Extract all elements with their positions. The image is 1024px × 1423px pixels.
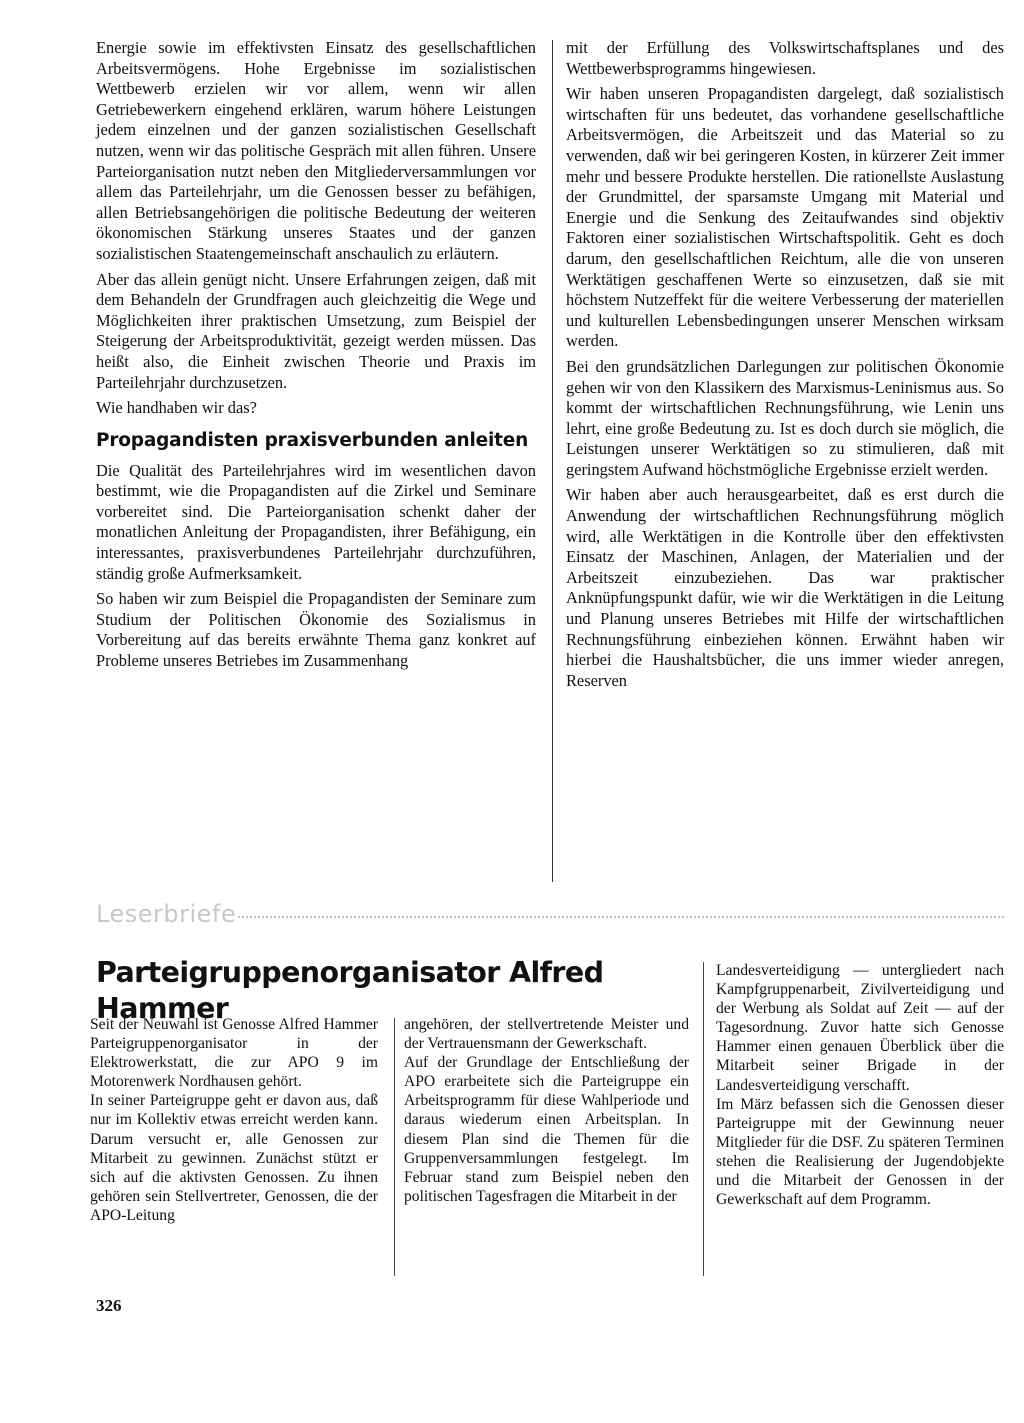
paragraph: In seiner Parteigruppe geht er davon aus, daß nur im Kollektiv etwas erreicht werden kann. Darum versucht er, alle Genossen zur Mitarbeit zu gewinnen. Zunächst stützt er sich auf die aktivsten Genossen. Zu ihnen gehören sein Stellvertreter, Genossen, die der APO-Leitung	[90, 1092, 378, 1224]
main-article-right-column	[566, 38, 1004, 696]
paragraph: So haben wir zum Beispiel die Propagandisten der Seminare zum Studium der Politischen Ökonomie des Sozialismus in Vorbereitung auf das bereits erwähnte Thema ganz konkret auf Probleme unseres Betriebes im Zusammenhang	[96, 589, 536, 671]
article-title: Parteigruppenorganisator Alfred Hammer	[96, 956, 604, 1025]
paragraph: Im März befassen sich die Genossen dieser Parteigruppe mit der Gewinnung neuer Mitglieder für die DSF. Zu späteren Terminen stehen die Realisierung der Jugendobjekte und die Mitarbeit der Genossen in der Gewerkschaft auf dem Programm.	[716, 1095, 1004, 1209]
paragraph: angehören, der stellvertretende Meister und der Vertrauensmann der Gewerkschaft.	[404, 1016, 689, 1053]
section-label: Leserbriefe	[96, 900, 237, 928]
subheading: Propagandisten praxisverbunden anleiten	[96, 429, 529, 451]
paragraph: Wie handhaben wir das?	[96, 398, 257, 418]
article-column-1	[90, 1015, 378, 1225]
paragraph: Die Qualität des Parteilehrjahres wird im wesentlichen davon bestimmt, wie die Propagandisten auf die Zirkel und Seminare vorbereitet sind. Die Parteiorganisation schenkt daher der monatlichen Anleitung der Propagandisten, ihrer Befähigung, ein interessantes, praxisverbundenes Parteilehrjahr durchzuführen, ständig große Aufmerksamkeit.	[96, 460, 536, 583]
column-divider	[703, 962, 704, 1276]
paragraph: mit der Erfüllung des Volkswirtschaftsplanes und des Wettbewerbsprogramms hingewiesen.	[566, 38, 1004, 78]
column-divider	[394, 1018, 395, 1276]
page-number: 326	[96, 1296, 122, 1315]
paragraph: Wir haben unseren Propagandisten dargelegt, daß sozialistisch wirtschaften für uns bedeutet, das vorhandene gesellschaftliche Arbeitsvermögen, die Arbeitszeit und das Material so zu verwenden, daß wir bei geringeren Kosten, in kürzerer Zeit immer mehr und bessere Produkte herstellen. Die rationellste Auslastung der Grundmittel, der sparsamste Umgang mit Material und Energie und die Senkung des Zeitaufwandes sind objektiv Faktoren einer sozialistischen Wirtschaftspolitik. Geht es doch darum, den gesellschaftlichen Reichtum, alle die von unseren Werktätigen geschaffenen Werte so einzusetzen, daß sie mit höchstem Nutzeffekt für die weitere Verbesserung der materiellen und kulturellen Lebensbedingungen unserer Menschen wirksam werden.	[566, 84, 1004, 351]
paragraph: Bei den grundsätzlichen Darlegungen zur politischen Ökonomie gehen wir von den Klassikern des Marxismus-Leninismus aus. So kommt der wirtschaftlichen Rechnungsführung, wie Lenin uns lehrt, eine große Bedeutung zu. Ist es doch durch sie möglich, die Leistungen unserer Werktätigen so zu stimulieren, daß mit geringstem Aufwand höchstmögliche Ergebnisse erzielt werden.	[566, 356, 1004, 479]
paragraph: Energie sowie im effektivsten Einsatz des gesellschaftlichen Arbeitsvermögens. Hohe Ergebnisse im sozialistischen Wettbewerb erzielen wir vor allem, wenn wir allen Getriebewerkern eingehend erklären, warum höhere Leistungen jedem einzelnen und der ganzen sozialistischen Gesellschaft nutzen, wenn wir das politische Gespräch mit allen führen. Unsere Parteiorganisation nutzt neben den Mitgliederversammlungen vor allem das Parteilehrjahr, um die Genossen besser zu befähigen, allen Betriebsangehörigen die politische Bedeutung der weiteren ökonomischen Stärkung unseres Staates und der ganzen sozialistischen Staatengemeinschaft anschaulich zu erläutern.	[96, 38, 536, 263]
paragraph: Auf der Grundlage der Entschließung der APO erarbeitete sich die Parteigruppe ein Arbeitsprogramm für diese Wahlperiode und daraus wiederum einen Arbeitsplan. In diesem Plan sind die Themen für die Gruppenversammlungen festgelegt. Im Februar stand zum Beispiel neben den politischen Tagesfragen die Mitarbeit in der	[404, 1054, 689, 1205]
paragraph: Seit der Neuwahl ist Genosse Alfred Hammer Parteigruppenorganisator in der Elektrowerkstatt, die zur APO 9 im Motorenwerk Nordhausen gehört.	[90, 1016, 378, 1091]
section-rule	[238, 916, 1004, 918]
paragraph: Landesverteidigung — untergliedert nach Kampfgruppenarbeit, Zivilverteidigung und der Werbung als Soldat auf Zeit — auf der Tagesordnung. Zuvor hatte sich Genosse Hammer einen genauen Überblick über die Mitarbeit seiner Brigade in der Landesverteidigung verschafft.	[716, 962, 1004, 1094]
paragraph: Wir haben aber auch herausgearbeitet, daß es erst durch die Anwendung der wirtschaftlichen Rechnungsführung möglich wird, alle Werktätigen in die Kontrolle über den effektivsten Einsatz der Maschinen, Anlagen, der Materialien und der Arbeitszeit einzubeziehen. Das war praktischer Anknüpfungspunkt dafür, wie wir die Werktätigen in die Leitung und Planung unseres Betriebes mit Hilfe der wirtschaftlichen Rechnungsführung einbeziehen können. Erwähnt haben wir hierbei die Haushaltsbücher, die uns immer wieder anregen, Reserven	[566, 485, 1004, 690]
article-column-3	[716, 961, 1004, 1209]
main-article-left-column	[96, 38, 536, 677]
paragraph: Aber das allein genügt nicht. Unsere Erfahrungen zeigen, daß mit dem Behandeln der Grundfragen auch gleichzeitig die Wege und Möglichkeiten ihrer praktischen Umsetzung, zum Beispiel der Steigerung der Arbeitsproduktivität, gezeigt werden müssen. Das heißt also, die Einheit zwischen Theorie und Praxis im Parteilehrjahr durchzusetzen.	[96, 269, 536, 392]
article-column-2	[404, 1015, 689, 1206]
column-divider	[552, 40, 553, 882]
